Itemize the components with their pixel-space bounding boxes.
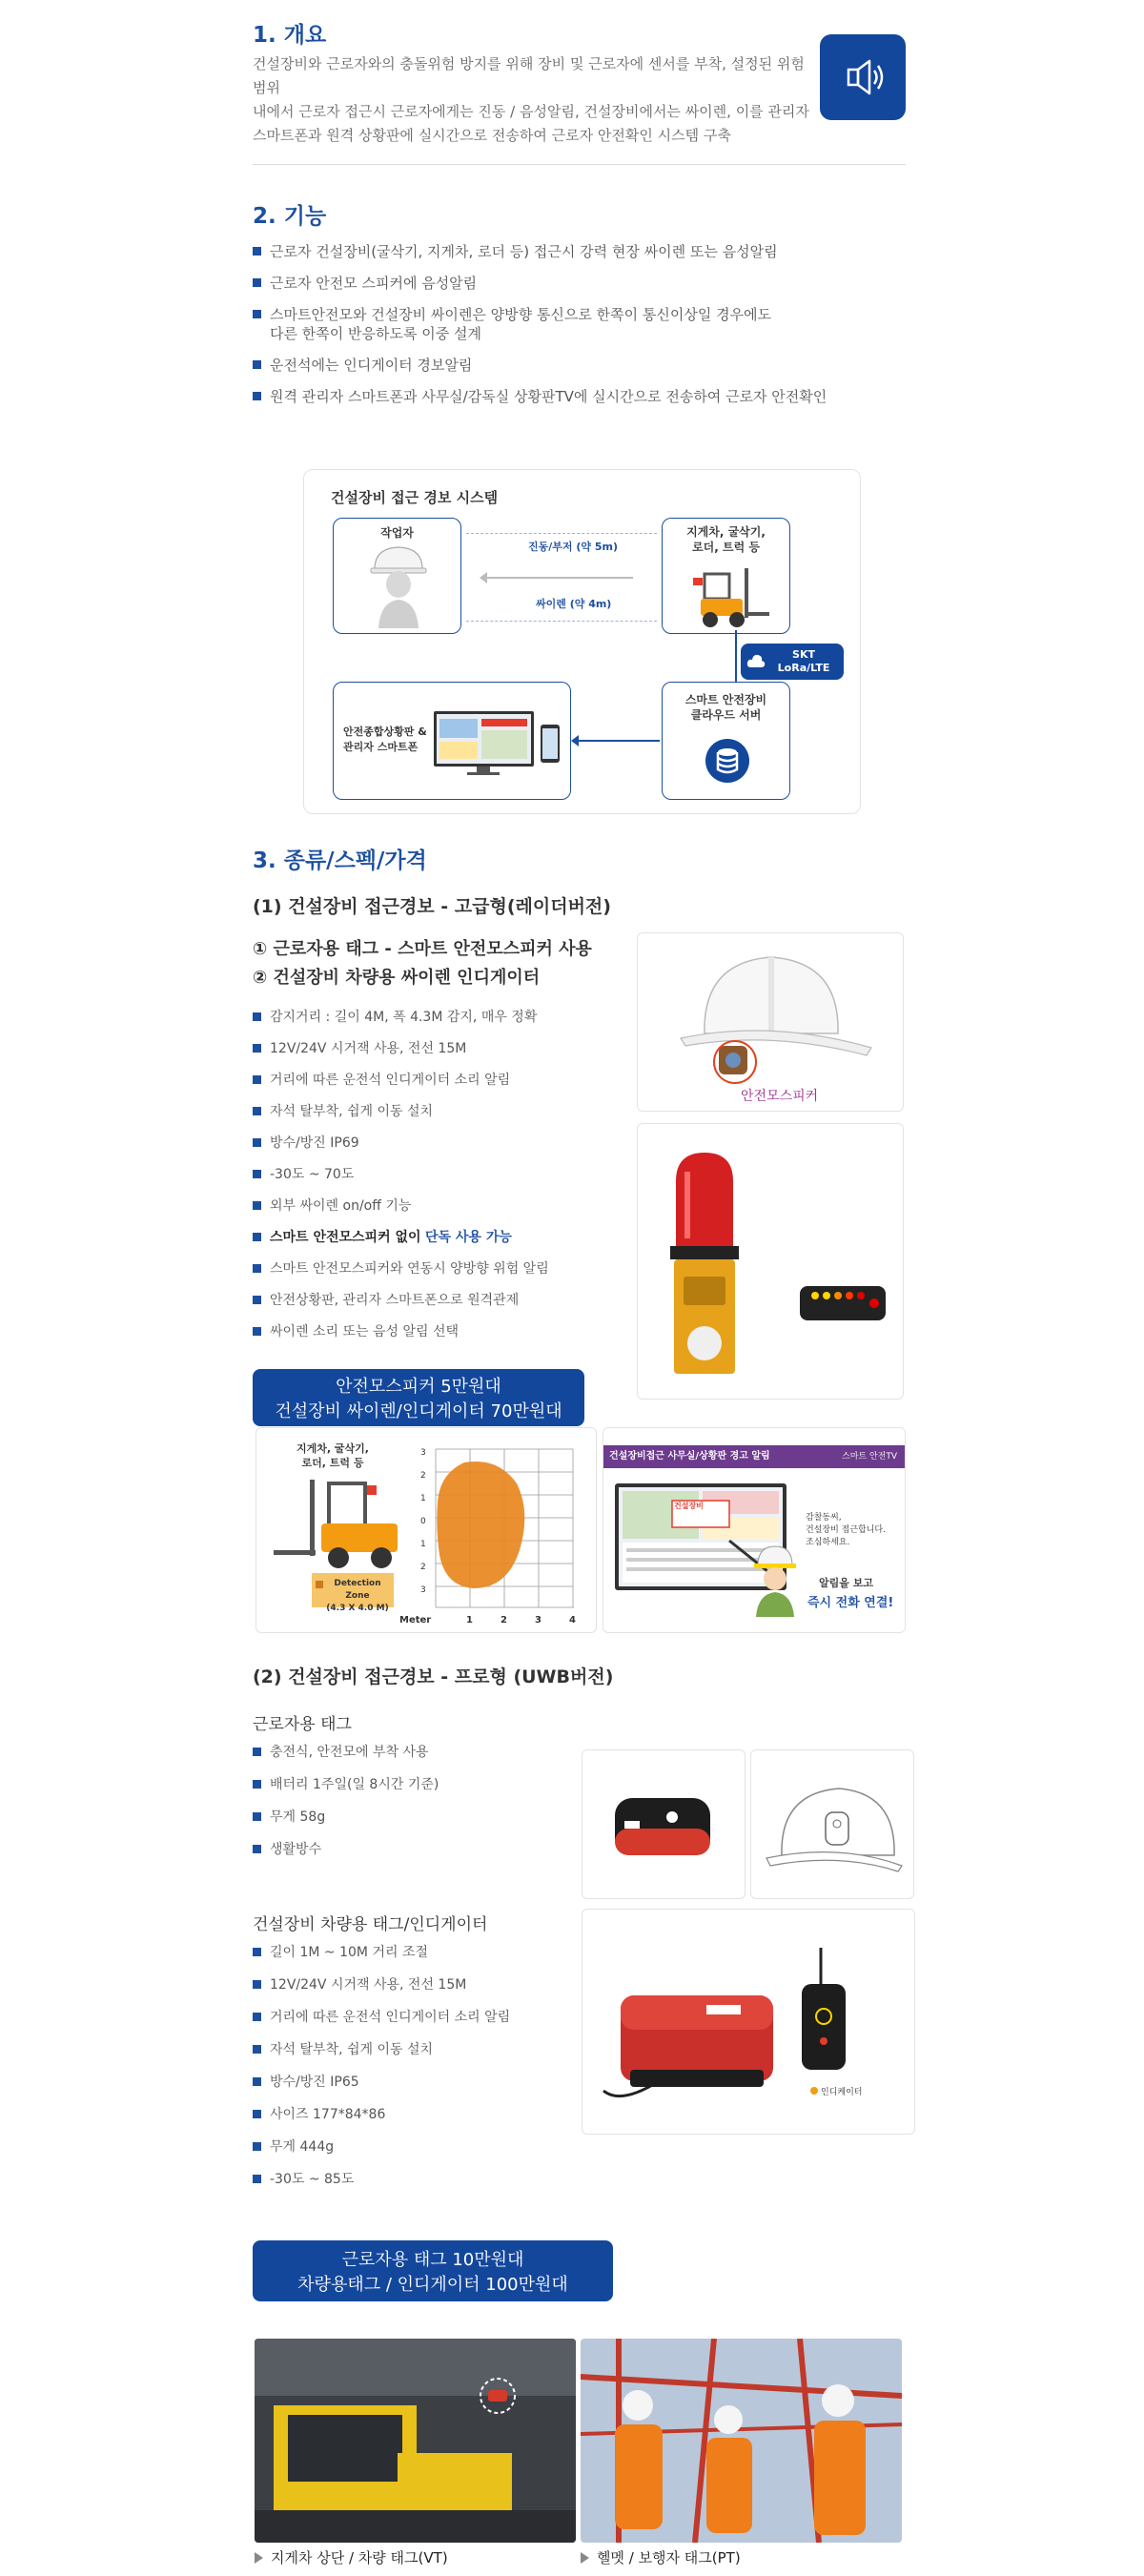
list-item: 방수/방진 IP69	[253, 1134, 624, 1165]
database-cloud-icon	[705, 738, 750, 784]
vehicle-device-box	[582, 1909, 915, 2135]
tv-footer-1: 알림을 보고	[819, 1577, 873, 1589]
list-item: 스마트안전모와 건설장비 싸이렌은 양방향 통신으로 한쪽이 통신이상일 경우에도	[253, 305, 920, 324]
list-item: 무게 58g	[253, 1808, 567, 1840]
worker-character-icon	[746, 1541, 804, 1617]
siren-product-box	[637, 1123, 904, 1400]
section1-sub2: ② 건설장비 차량용 싸이렌 인디게이터	[253, 968, 541, 988]
triangle-bullet-icon	[255, 2552, 263, 2564]
price-line: 차량용태그 / 인디게이터 100만원대	[297, 2275, 568, 2295]
horizontal-connector	[576, 740, 660, 742]
list-item: 방수/방진 IP65	[253, 2073, 577, 2105]
list-item: 길이 1M ~ 10M 거리 조절	[253, 1943, 577, 1975]
monitor-icon	[434, 711, 562, 778]
price-box-2	[253, 2240, 613, 2301]
horizontal-arrow-head	[571, 735, 579, 746]
radar-x-tick: 3	[535, 1615, 541, 1625]
arrow-middle-line	[485, 577, 633, 579]
overview-text	[253, 52, 815, 148]
tv-footer-2: 즉시 전화 연결!	[807, 1596, 894, 1610]
helmet-outline-image	[763, 1774, 906, 1879]
tv-warning: 건설장비	[674, 1502, 704, 1510]
list-item: 12V/24V 시거잭 사용, 전선 15M	[253, 1975, 577, 2008]
list-item-highlight: 스마트 안전모스피커 없이 단독 사용 가능	[253, 1228, 624, 1259]
vehicle-tag-title: 건설장비 차량용 태그/인디게이터	[253, 1915, 488, 1934]
list-item: 12V/24V 시거잭 사용, 전선 15M	[253, 1039, 624, 1071]
overview-title: 1. 개요	[253, 23, 327, 48]
tv-brand: 스마트 안전TV	[842, 1452, 897, 1462]
section1-heading: (1) 건설장비 접근경보 - 고급형(레이더버전)	[253, 896, 611, 917]
equipment-label: 지게차, 굴삭기, 로더, 트럭 등	[686, 525, 766, 554]
tv-header: 건설장비접근 사무실/상황판 경고 알림 스마트 안전TV	[603, 1445, 905, 1468]
list-item: 원격 관리자 스마트폰과 사무실/감독실 상황판TV에 실시간으로 전송하여 근로자 안전확인	[253, 387, 920, 419]
overview-line: 내에서 근로자 접근시 근로자에게는 진동 / 음성알림, 건설장비에서는 싸이렌, 이를 관리자	[253, 103, 809, 120]
photo-caption-left: 지게차 상단 / 차량 태그(VT)	[255, 2547, 448, 2567]
section1-sub1: ① 근로자용 태그 - 스마트 안전모스피커 사용	[253, 939, 592, 959]
monitor-box	[333, 682, 571, 800]
radar-x-tick: 2	[500, 1615, 507, 1625]
cloud-icon	[746, 653, 766, 668]
features-list	[253, 242, 920, 419]
list-item: 근로자 건설장비(굴삭기, 지게차, 로더 등) 접근시 강력 현장 싸이렌 또는 음성알림	[253, 242, 920, 274]
radar-x-unit: Meter	[399, 1615, 432, 1625]
worker-box	[333, 518, 461, 634]
spec-title: 3. 종류/스펙/가격	[253, 848, 427, 873]
radar-y-ticks: 3 2 1 0 1 2 3	[420, 1448, 426, 1595]
list-item: 충전식, 안전모에 부착 사용	[253, 1743, 567, 1775]
forklift-icon	[272, 1476, 415, 1571]
list-item-continued: 다른 한쪽이 반응하도록 이중 설계	[270, 325, 481, 342]
price-box-1	[253, 1369, 584, 1426]
divider	[253, 164, 906, 165]
arrow-top-line	[466, 533, 657, 534]
arrow-bottom-label: 싸이렌 (약 4m)	[536, 598, 612, 610]
forklift-photo	[255, 2339, 576, 2543]
overview-line: 건설장비와 근로자와의 충돌위험 방지를 위해 장비 및 근로자에 센서를 부착, 설정된 위험범위	[253, 55, 805, 96]
features-title: 2. 기능	[253, 204, 327, 229]
helmet-tag-box	[750, 1749, 914, 1899]
tag-spec-list	[253, 1743, 567, 1872]
radar-vehicle-label: 지게차, 굴삭기, 로더, 트럭 등	[296, 1442, 369, 1469]
diagram-title: 건설장비 접근 경보 시스템	[331, 489, 499, 506]
list-item: 거리에 따른 운전석 인디게이터 소리 알림	[253, 1071, 624, 1102]
list-item: 스마트 안전모스피커와 연동시 양방향 위험 알림	[253, 1259, 624, 1291]
list-item: 자석 탈부착, 쉽게 이동 설치	[253, 2040, 577, 2073]
overview-line: 스마트폰과 원격 상황판에 실시간으로 전송하여 근로자 안전확인 시스템 구축	[253, 127, 731, 144]
list-item: 거리에 따른 운전석 인디게이터 소리 알림	[253, 2008, 577, 2040]
list-item: 싸이렌 소리 또는 음성 알림 선택	[253, 1322, 624, 1354]
worker-icon	[369, 542, 428, 628]
workers-photo	[581, 2339, 902, 2543]
price-line: 건설장비 싸이렌/인디게이터 70만원대	[275, 1401, 562, 1421]
list-item: 안전상황판, 관리자 스마트폰으로 원격관제	[253, 1291, 624, 1322]
list-item: 외부 싸이렌 on/off 기능	[253, 1196, 624, 1228]
zone-swatch	[316, 1581, 323, 1588]
vehicle-spec-list	[253, 1943, 577, 2202]
list-item: 자석 탈부착, 쉽게 이동 설치	[253, 1102, 624, 1134]
siren-indicator-image	[657, 1143, 895, 1381]
list-item: 생활방수	[253, 1840, 567, 1872]
list-item: 운전석에는 인디게이터 경보알림	[253, 356, 920, 387]
list-item: -30도 ~ 70도	[253, 1165, 624, 1196]
arrow-bottom-line	[466, 621, 657, 622]
indicator-label: 인디케이터	[821, 2088, 863, 2097]
list-item: 근로자 안전모 스피커에 음성알림	[253, 274, 920, 305]
arrow-left-head	[480, 572, 487, 583]
speaker-icon	[820, 34, 906, 120]
arrow-top-label: 진동/부저 (약 5m)	[528, 541, 618, 553]
detection-zone-label: Detection Zone (4.3 X 4.0 M)	[312, 1573, 394, 1607]
triangle-bullet-icon	[581, 2552, 589, 2564]
uwb-tag-image	[611, 1789, 716, 1865]
tv-bubble: 감찰동씨, 건설장비 접근합니다. 조심하세요.	[806, 1513, 886, 1547]
tv-alert-box	[603, 1427, 906, 1633]
equipment-box	[662, 518, 790, 634]
section2-heading: (2) 건설장비 접근경보 - 프로형 (UWB버전)	[253, 1666, 614, 1687]
forklift-icon	[684, 564, 771, 629]
photo-caption-right: 헬멧 / 보행자 태그(PT)	[581, 2547, 741, 2567]
tag-title: 근로자용 태그	[253, 1715, 352, 1734]
radar-x-tick: 1	[466, 1615, 473, 1625]
network-badge: SKT LoRa/LTE	[741, 644, 844, 680]
worker-label: 작업자	[380, 526, 414, 540]
helmet-caption: 안전모스피커	[741, 1089, 819, 1104]
list-item: 감지거리 : 길이 4M, 폭 4.3M 감지, 매우 정확	[253, 1008, 624, 1039]
list-item: 사이즈 177*84*86	[253, 2105, 577, 2137]
monitor-label: 안전종합상황판 & 관리자 스마트폰	[343, 726, 427, 753]
server-box	[662, 682, 790, 800]
price-line: 근로자용 태그 10만원대	[341, 2250, 524, 2270]
list-item: 배터리 1주일(일 8시간 기준)	[253, 1775, 567, 1808]
server-label: 스마트 안전장비 클라우드 서버	[684, 693, 767, 722]
price-line: 안전모스피커 5만원대	[336, 1377, 501, 1397]
helmet-product-box	[637, 932, 904, 1112]
list-item: -30도 ~ 85도	[253, 2170, 577, 2202]
list-item: 무게 444g	[253, 2137, 577, 2170]
radar-grid	[426, 1445, 579, 1612]
system-diagram	[303, 469, 861, 814]
radar-detection-box	[255, 1427, 597, 1633]
section1-spec-list	[253, 1008, 624, 1354]
helmet-speaker-image	[676, 943, 876, 1086]
tag-device-box	[582, 1749, 746, 1899]
radar-x-tick: 4	[569, 1615, 576, 1625]
